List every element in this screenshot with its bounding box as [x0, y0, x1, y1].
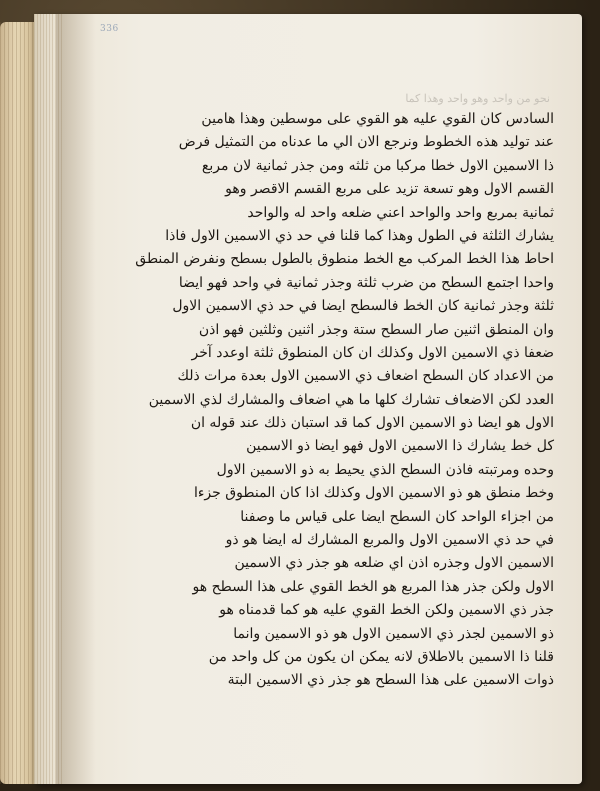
manuscript-line: الاول هو ايضا ذو الاسمين الاول كما قد استبان ذلك عند قوله ان	[190, 415, 554, 432]
manuscript-text-block	[135, 108, 554, 693]
bleed-through-text: نحو من واحد وهو واحد وهذا كما	[405, 92, 550, 105]
manuscript-line: في حد ذي الاسمين الاول والمربع المشارك له ايضا هو ذو	[225, 532, 554, 549]
manuscript-line: القسم الاول وهو تسعة تزيد على مربع القسم الاقصر وهو	[225, 181, 554, 198]
manuscript-line: وان المنطق اثنين صار السطح ستة وجذر اثنين وثلثين فهو اذن	[198, 321, 554, 338]
manuscript-line: جذر ذي الاسمين ولكن الخط القوي عليه هو كما قدمناه هو	[219, 602, 554, 619]
manuscript-line: من اجزاء الواحد كان السطح ايضا على قياس ما وصفنا	[240, 508, 554, 525]
manuscript-line: عند توليد هذه الخطوط ونرجع الان الي ما عدناه من التمثيل فرض	[178, 134, 554, 151]
manuscript-line: ذو الاسمين لجذر ذي الاسمين الاول هو ذو الاسمين وانما	[233, 625, 554, 642]
manuscript-line: قلنا ذا الاسمين بالاطلاق لانه يمكن ان يكون من كل واحد من	[208, 648, 554, 665]
folio-number: 336	[100, 24, 119, 34]
manuscript-line: واحدا اجتمع السطح من ضرب ثلثة وجذر ثمانية في واحد فهو ايضا	[178, 274, 554, 291]
manuscript-line: ثمانية بمربع واحد والواحد اعني ضلعه واحد له والواحد	[247, 204, 554, 221]
manuscript-line: يشارك الثلثة في الطول وهذا كما قلنا في حد ذي الاسمين الاول فاذا	[165, 227, 554, 244]
manuscript-line: ذا الاسمين الاول خطا مركبا من ثلثه ومن جذر ثمانية لان مربع	[201, 157, 554, 174]
manuscript-line: من الاعداد كان السطح اضعاف ذي الاسمين الاول بعدة مرات ذلك	[177, 368, 554, 385]
manuscript-line: كل خط يشارك ذا الاسمين الاول فهو ايضا ذو الاسمين	[246, 438, 554, 455]
manuscript-line: ضعفا ذي الاسمين الاول وكذلك ان كان المنطوق ثلثة اوعدد آخر	[191, 344, 554, 361]
manuscript-line: ثلثة وجذر ثمانية كان الخط فالسطح ايضا في حد ذي الاسمين الاول	[172, 298, 554, 315]
spine-shadow	[56, 14, 96, 784]
manuscript-line: وخط منطق هو ذو الاسمين الاول وكذلك اذا كان المنطوق جزءا	[193, 485, 554, 502]
manuscript-line: الاول ولكن جذر هذا المربع هو الخط القوي على هذا السطح هو	[192, 578, 554, 595]
manuscript-line: السادس كان القوي عليه هو القوي على موسطين وهذا هامين	[201, 111, 554, 127]
manuscript-line: الاسمين الاول وجذره اذن اي ضلعه هو جذر ذي الاسمين	[234, 555, 554, 572]
manuscript-line: العدد لكن الاضعاف تشارك كلها ما هي اضعاف والمشارك لذي الاسمين	[148, 391, 554, 408]
manuscript-line: احاط هذا الخط المركب مع الخط منطوق بالطول بسطح ونفرض المنطق	[135, 251, 554, 268]
manuscript-line: ذوات الاسمين على هذا السطح هو جذر ذي الاسمين البتة	[227, 672, 554, 689]
manuscript-line: وحده ومرتبته فاذن السطح الذي يحيط به ذو الاسمين الاول	[216, 461, 554, 478]
